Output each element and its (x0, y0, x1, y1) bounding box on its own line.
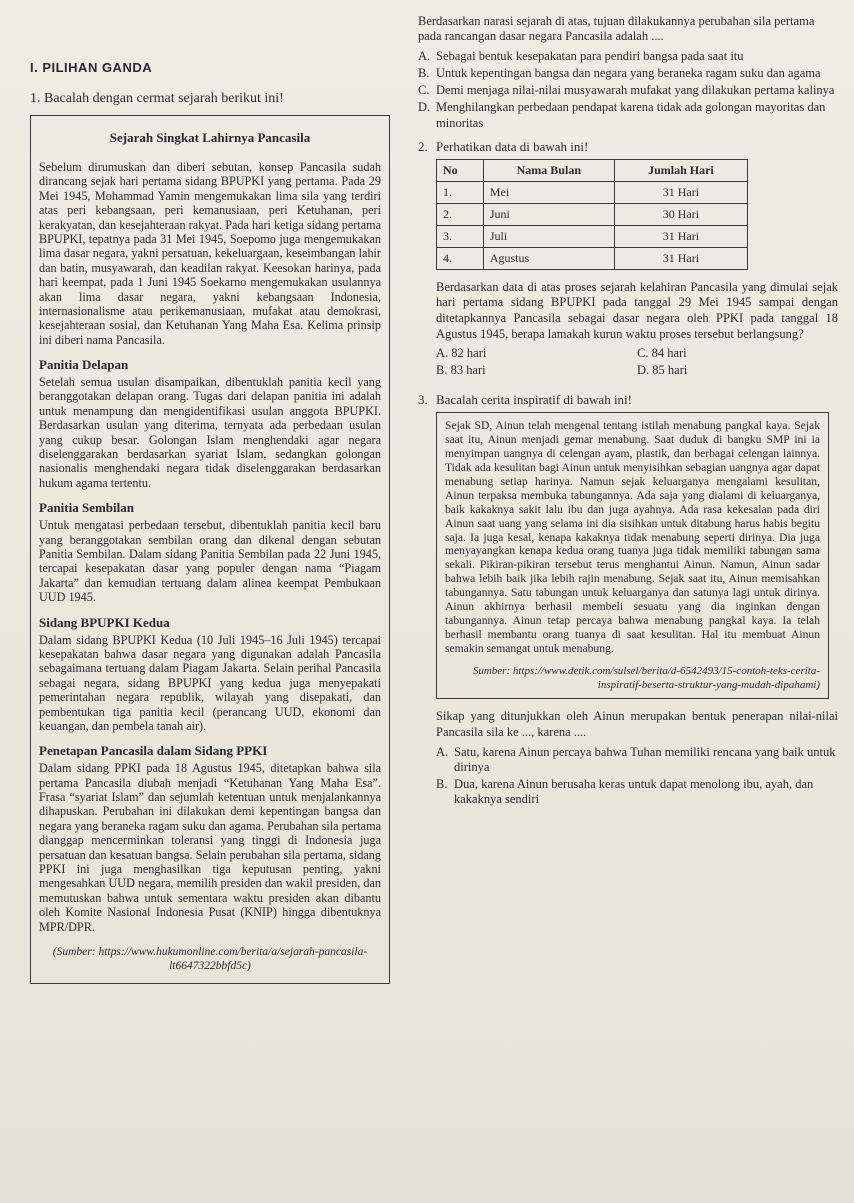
table-row: 1. Mei 31 Hari (437, 181, 748, 203)
question-1-instruction: 1. Bacalah dengan cermat sejarah berikut ini! (30, 91, 284, 106)
section-text: Setelah semua usulan disampaikan, dibentuklah panitia kecil yang beranggotakan delapan orang. Tugas dari delapan panitia ini adalah untuk menampung dan mengidentifikasi usulan anggota BPUPKI. Berdasarkan usulan yang diterima, ternyata ada perbedaan usulan yang cukup besar. Golongan Islam menghendaki agar negara diselenggarakan berdasarkan syariat Islam, sedangkan golongan nasionalis menghendaki negara tidak diselenggarakan berdasarkan hukum agama tertentu. (39, 375, 381, 490)
question-1-option-a[interactable]: A. Sebagai bentuk kesepakatan para pendiri bangsa pada saat itu (418, 48, 744, 63)
table-row: 3. Juli 31 Hari (437, 225, 748, 247)
question-1-option-b[interactable]: B. Untuk kepentingan bangsa dan negara yang beraneka ragam suku dan agama (418, 65, 821, 80)
question-2-text: Berdasarkan data di atas proses sejarah kelahiran Pancasila yang dimulai sejak hari pertama sidang BPUPKI pada tanggal 29 Mei 1945 sampai dengan ditetapkannya Pancasila sebagai dasar negara oleh PPKI pada tanggal 18 Agustus 1945, berapa lamakah kurun waktu proses tersebut berlangsung? (436, 279, 838, 341)
question-2-instruction: 2. Perhatikan data di bawah ini! (418, 138, 589, 154)
question-3-option-a[interactable]: A. Satu, karena Ainun percaya bahwa Tuhan memiliki rencana yang baik untuk dirinya (436, 744, 836, 774)
section-title: I. PILIHAN GANDA (30, 60, 153, 75)
section-heading: Sidang BPUPKI Kedua (39, 614, 170, 630)
question-2-choices (436, 346, 838, 378)
question-3-text: Sikap yang ditunjukkan oleh Ainun merupakan bentuk penerapan nilai-nilai Pancasila sila ke ..., karena .... (436, 709, 838, 739)
reading-paragraph: Sebelum dirumuskan dan diberi sebutan, konsep Pancasila sudah dirancang sejak hari pertama sidang BPUPKI yang pertama. Pada 29 Mei 1945, Mohammad Yamin mengemukakan lima sila yang terdiri atas peri kebangsaan, peri kemanusiaan, peri Ketuhanan, peri kerakyatan, dan kesejahteraan rakyat. Pada hari ketiga sidang pertama BPUPKI, tepatnya pada 31 Mei 1945, Soepomo juga mengemukakan lima dasar negara, yakni persatuan, kekeluargaan, keseimbangan lahir dan batin, musyawarah, dan keadilan rakyat. Keesokan harinya, pada hari keempat, pada 1 Juni 1945 Soekarno mengemukakan usulannya akan lima dasar negara, yakni kebangsaan Indonesia, internasionalisme atau perikemanusiaan, mufakat atau demokrasi, kesejahteraan sosial, dan Ketuhanan Yang Maha Esa. Kelima prinsip ini diberi nama Pancasila. (39, 160, 381, 347)
question-1-option-d[interactable]: D. Menghilangkan perbedaan pendapat karena tidak ada golongan mayoritas dan minoritas (418, 100, 826, 130)
question-2-option-c[interactable]: C. 84 hari (637, 346, 687, 361)
question-2-option-a[interactable]: A. 82 hari (436, 346, 487, 361)
table-header: No (437, 159, 484, 181)
question-1-intro: Berdasarkan narasi sejarah di atas, tujuan dilakukannya perubahan sila pertama pada rancangan dasar negara Pancasila adalah .... (418, 14, 815, 44)
table-header-row (437, 159, 748, 181)
table-row: 4. Agustus 31 Hari (437, 247, 748, 269)
question-2-option-d[interactable]: D. 85 hari (637, 363, 688, 378)
section-text: Untuk mengatasi perbedaan tersebut, dibentuklah panitia kecil baru yang beranggotakan sembilan orang dan dikenal dengan sebutan Panitia Sembilan. Dalam sidang Panitia Sembilan pada 22 Juni 1945, tercapai kesepakatan dasar yang populer dengan nama “Piagam Jakarta” dan kemudian tertuang dalam alinea keempat Pembukaan UUD 1945. (39, 518, 381, 605)
reading-source: (Sumber: https://www.hukumonline.com/berita/a/sejarah-pancasila-lt6647322bbfd5c) (52, 945, 368, 972)
section-heading: Panitia Delapan (39, 357, 129, 373)
question-3-option-b[interactable]: B. Dua, karena Ainun berusaha keras untuk dapat menolong ibu, ayah, dan kakaknya sendiri (436, 777, 814, 807)
inspirational-story-box (436, 412, 829, 699)
left-column (30, 60, 390, 984)
reading-title: Sejarah Singkat Lahirnya Pancasila (109, 130, 311, 145)
right-column (418, 14, 838, 810)
table-row: 2. Juni 30 Hari (437, 203, 748, 225)
month-days-table (436, 159, 748, 270)
section-text: Dalam sidang BPUPKI Kedua (10 Juli 1945–16 Juli 1945) tercapai kesepakatan bahwa dasar negara yang digunakan adalah Pancasila sebagaimana tertuang dalam Piagam Jakarta. Selain perihal Pancasila sebagai negara, sidang BPUPKI yang kedua juga menyepakati pemerintahan negara republik, wilayah yang disepakati, dan pembentukan tiga panitia kecil (perancang UUD, ekonomi dan keuangan, dan pembela tanah air). (39, 632, 381, 733)
question-2-option-b[interactable]: B. 83 hari (436, 363, 486, 378)
story-source: Sumber: https://www.detik.com/sulsel/berita/d-6542493/15-contoh-teks-cerita-inspiratif-beserta-struktur-yang-mudah-dipahami) (472, 664, 820, 691)
section-heading: Penetapan Pancasila dalam Sidang PPKI (39, 743, 268, 759)
question-1-option-c[interactable]: C. Demi menjaga nilai-nilai musyawarah mufakat yang dilakukan pertama kalinya (418, 83, 835, 97)
reading-box (30, 115, 390, 984)
table-header: Nama Bulan (483, 159, 614, 181)
section-heading: Panitia Sembilan (39, 500, 134, 516)
story-text: Sejak SD, Ainun telah mengenal tentang istilah menabung pangkal kaya. Sejak saat itu, Ainun menjadi gemar menabung. Saat duduk di bangku SMP ini ia menyimpan uangnya di celengan ayam, plastik, dan berbagai celengan lainnya. Tidak ada kesulitan bagi Ainun untuk menyisihkan sebagian uangnya agar dapat menabung setiap harinya. Namun sejak keluarganya mengalami kesulitan, Ainun terpaksa membuka tabungannya. Ada saja yang dialami di keluarganya, baik kakaknya sakit lalu ibu dan juga ayahnya. Ada rasa kekesalan pada diri Ainun saat uang yang selama ini dia sisihkan untuk ditabung harus habis begitu saja. Ia juga kesal, kenapa kakaknya tidak menabung seperti dirinya. Dia juga menyayangkan kenapa kedua orang tuanya juga tidak memiliki tabungan sama sekali. Pikiran-pikiran tersebut terus menghantui Ainun. Namun, Ainun sadar bahwa lebih baik jika lebih rajin menabung. Sejak saat itu, Ainun memisahkan tabungannya. Satu tabungan untuk keluarganya dan satunya lagi untuk dirinya. Ainun akhirnya berhasil membeli sesuatu yang dia inginkan dengan tabungannya. Ainun tetap percaya bahwa menabung pangkal kaya. Ia telah berhasil membantu orang tuanya di saat kesulitan. Hal itu membuat Ainun semakin semangat untuk menabung. (445, 419, 820, 655)
table-header: Jumlah Hari (614, 159, 747, 181)
question-3-instruction: 3. Bacalah cerita inspiratif di bawah ini! (418, 392, 633, 408)
section-text: Dalam sidang PPKI pada 18 Agustus 1945, ditetapkan bahwa sila pertama Pancasila diubah menjadi “Ketuhanan Yang Maha Esa”. Frasa “syariat Islam” dan sejumlah ketentuan untuk menjalankannya dihapuskan. Perubahan ini dilakukan demi kepentingan bangsa dan negara yang beraneka ragam suku dan agama. Perubahan sila pertama dianggap mencerminkan toleransi yang tinggi di Indonesia juga persatuan dan kesatuan bangsa. Selain perubahan sila pertama, sidang PPKI ini juga menghasilkan tiga keputusan penting, yakni mengesahkan UUD negara, memilih presiden dan wakil presiden, dan memutuskan bahwa untuk sementara waktu presiden akan dibantu oleh Komite Nasional Indonesia Pusat (KNIP) hingga dibentuknya MPR/DPR. (39, 761, 381, 934)
